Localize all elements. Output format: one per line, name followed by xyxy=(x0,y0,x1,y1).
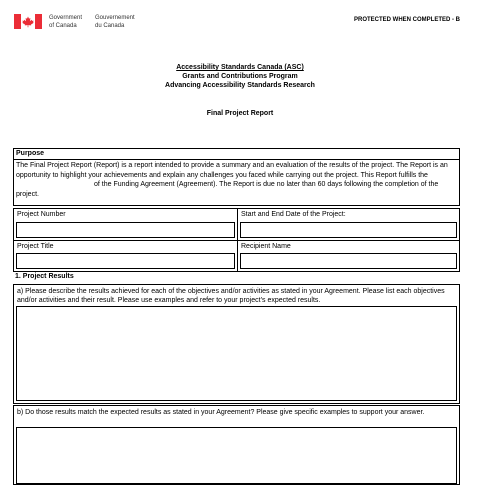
question-a-answer[interactable] xyxy=(16,306,457,401)
project-title-field xyxy=(13,240,238,272)
project-dates-input[interactable] xyxy=(240,222,457,238)
gov-en-line1: Government xyxy=(49,15,83,21)
divider xyxy=(14,159,459,160)
project-title-label: Project Title xyxy=(17,243,54,250)
gov-fr-line1: Gouvernement xyxy=(95,15,135,21)
gouvernement-du-canada-wordmark xyxy=(95,15,135,30)
gov-fr-line2: du Canada xyxy=(95,22,125,29)
purpose-text-part1: The Final Project Report (Report) is a report intended to provide a summary and an evaluation of the results of the project. The Report is an opportunity to highlight your achievements and explain any challenges you faced while carrying out the project. This Report fulfills the xyxy=(16,162,448,179)
question-b-text: b) Do those results match the expected results as stated in your Agreement? Please give specific examples to support your answer. xyxy=(17,409,425,416)
project-number-field xyxy=(13,208,238,241)
canada-flag-logo xyxy=(14,14,42,29)
project-number-input[interactable] xyxy=(16,222,235,238)
question-b-box xyxy=(13,405,460,485)
purpose-text-part2: of the Funding Agreement (Agreement). The Report is due no later than 60 days following the completion of the project. xyxy=(16,181,439,198)
org-title: Accessibility Standards Canada (ASC) xyxy=(176,64,304,71)
recipient-name-label: Recipient Name xyxy=(241,243,291,250)
program-title: Grants and Contributions Program xyxy=(182,73,298,80)
project-dates-field xyxy=(237,208,460,241)
protection-level-label: PROTECTED WHEN COMPLETED - B xyxy=(354,17,460,23)
stream-title: Advancing Accessibility Standards Research xyxy=(165,82,315,89)
project-number-label: Project Number xyxy=(17,211,66,218)
document-titles xyxy=(0,63,480,90)
project-dates-label: Start and End Date of the Project: xyxy=(241,211,346,218)
question-a-box xyxy=(13,284,460,404)
project-title-input[interactable] xyxy=(16,253,235,269)
project-results-heading: 1. Project Results xyxy=(15,273,74,280)
gov-en-line2: of Canada xyxy=(49,22,77,29)
government-of-canada-wordmark xyxy=(49,15,82,30)
recipient-name-input[interactable] xyxy=(240,253,457,269)
question-b-answer[interactable] xyxy=(16,427,457,484)
purpose-heading: Purpose xyxy=(16,150,45,157)
recipient-name-field xyxy=(237,240,460,272)
purpose-section xyxy=(13,148,460,206)
question-a-text: a) Please describe the results achieved for each of the objectives and/or activities as stated in your Agreement. Please list each objectives and/or activities and their result. Please use examples and refer to your project’s expected results. xyxy=(17,288,445,304)
report-title: Final Project Report xyxy=(206,110,274,117)
purpose-text xyxy=(16,161,456,199)
